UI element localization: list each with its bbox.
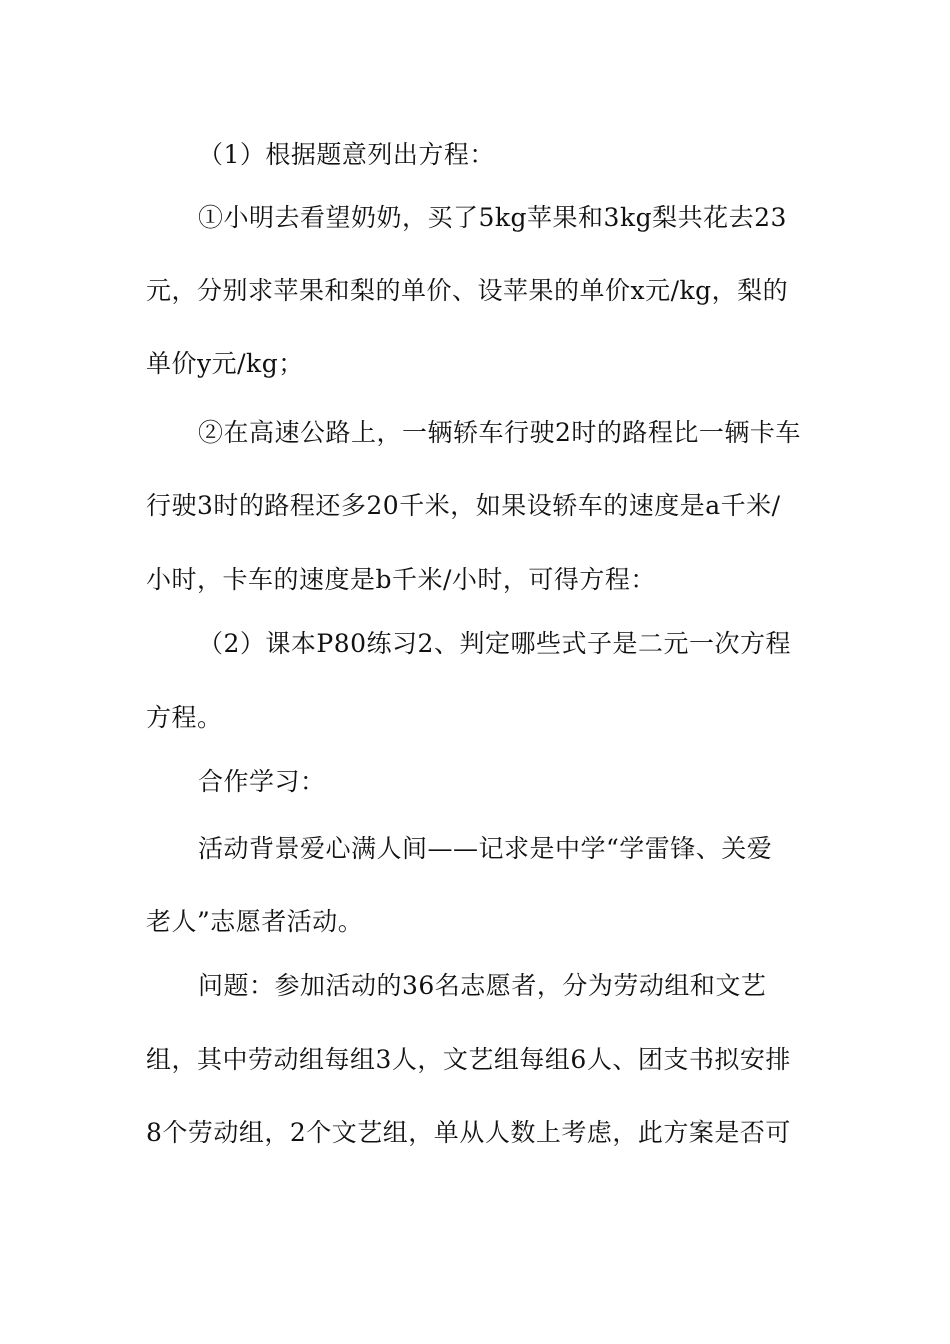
text-line-2: ①小明去看望奶奶，买了5kg苹果和3kg梨共花去23 [198, 203, 787, 232]
text-line-6: 行驶3时的路程还多20千米，如果设轿车的速度是a千米/ [146, 491, 781, 520]
text-line-4: 单价y元/kg； [146, 349, 304, 378]
text-line-5: ②在高速公路上，一辆轿车行驶2时的路程比一辆卡车 [198, 418, 801, 447]
text-line-7: 小时，卡车的速度是b千米/小时，可得方程： [146, 565, 656, 594]
text-line-12: 老人”志愿者活动。 [146, 907, 364, 936]
text-line-1: （1）根据题意列出方程： [198, 140, 495, 169]
text-line-9: 方程。 [146, 703, 223, 732]
text-line-13: 问题：参加活动的36名志愿者，分为劳动组和文艺 [198, 971, 767, 1000]
text-line-8: （2）课本P80练习2、判定哪些式子是二元一次方程 [198, 629, 791, 658]
text-line-14: 组，其中劳动组每组3人，文艺组每组6人、团支书拟安排 [146, 1045, 791, 1074]
text-line-15: 8个劳动组，2个文艺组，单从人数上考虑，此方案是否可 [146, 1118, 791, 1147]
text-line-3: 元，分别求苹果和梨的单价、设苹果的单价x元/kg，梨的 [146, 276, 789, 305]
text-line-10: 合作学习： [198, 767, 326, 796]
text-line-11: 活动背景爱心满人间——记求是中学“学雷锋、关爱 [198, 834, 773, 863]
